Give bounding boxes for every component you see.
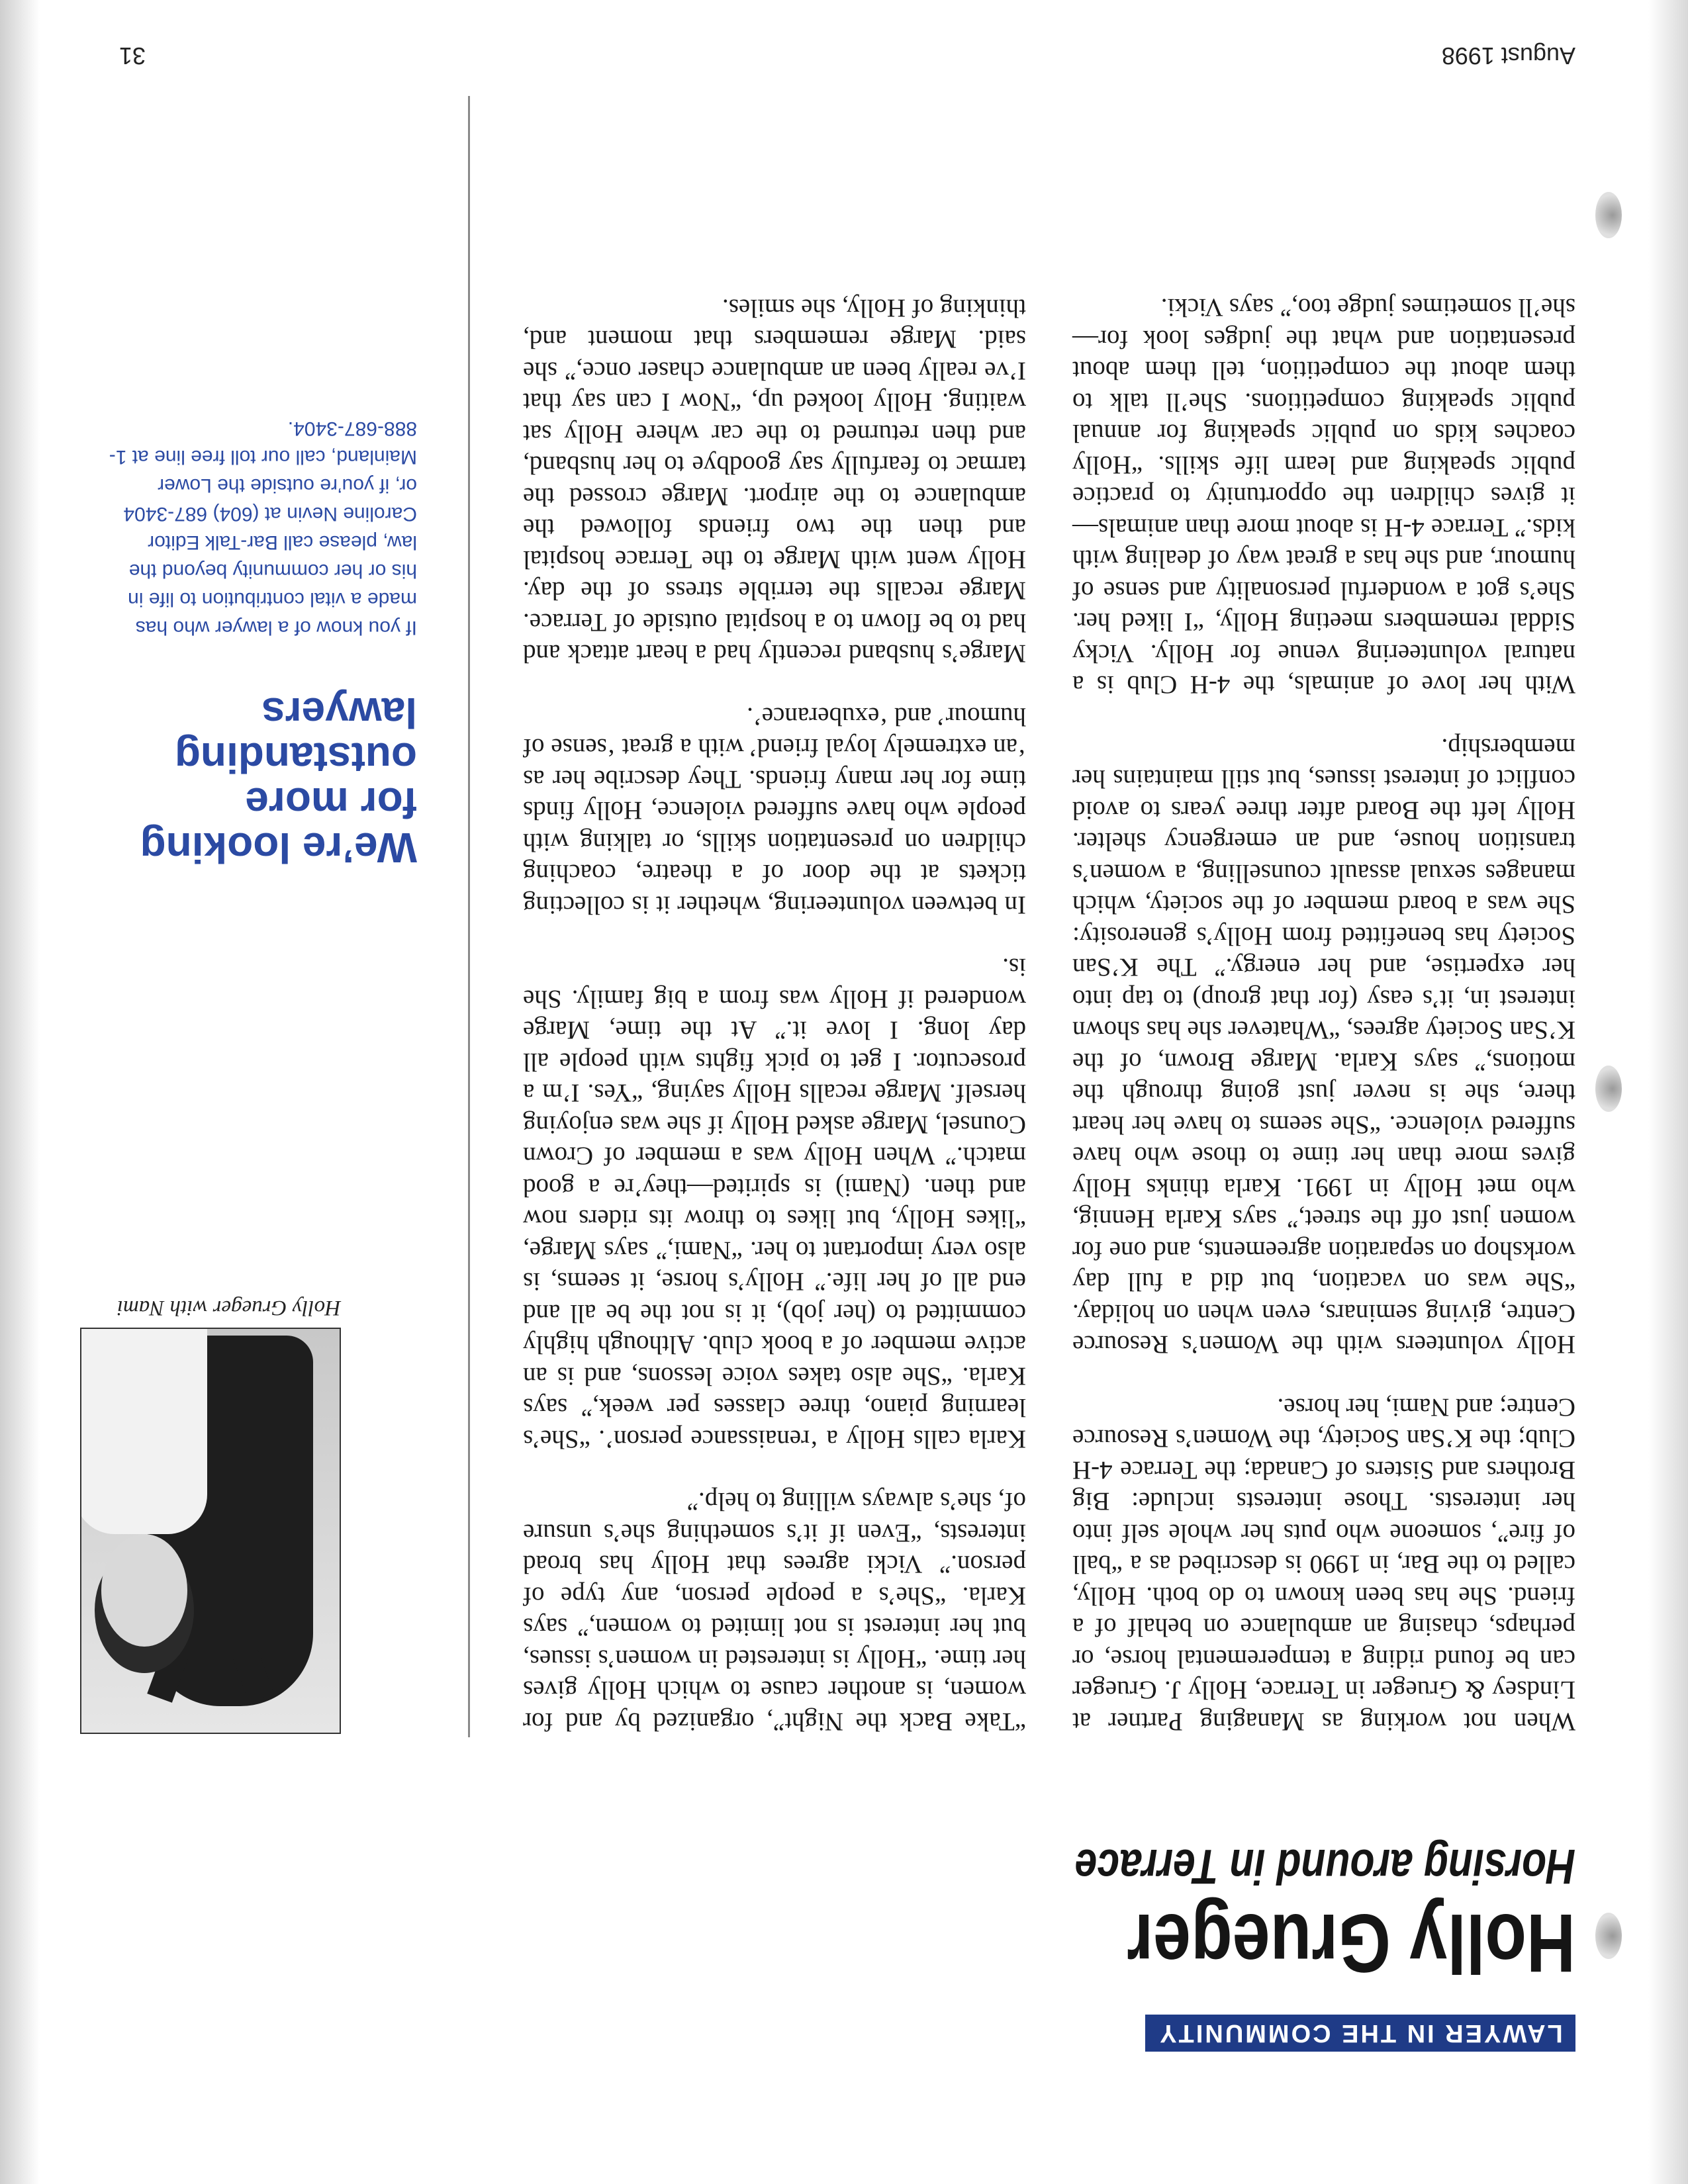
issue-date: August 1998 (1441, 42, 1575, 69)
paragraph: In between volunteering, whether it is collecting tickets at the door of a theatre, coaching children on presentation skills, or talking with people who have suffered violence, Holly finds time for her many friends. They describe her as ‘an extremely loyal friend’ with a great ‘sense of humour’ and ‘exuberance’. (523, 702, 1026, 919)
article-column-1 (1072, 96, 1575, 1737)
article-headline: Holly Grueger (1127, 1897, 1575, 1989)
paragraph: “Take Back the Night”, organized by and for women, is another cause to which Holly gives her time. “Holly is interested in women’s issues, but her interest is not limited to women,” says Karla. “She’s a people person, any type of person.” Vicki agrees that Holly has broad interests, “Even if it’s something she’s unsure of, she’s always willing to help.” (523, 1487, 1026, 1736)
paragraph: Holly volunteers with the Women’s Resource Centre, giving seminars, even when on holiday. “She was on vacation, but did a full day workshop on separation agreements, and one for women just off the street,” says Karla Hennig, who met Holly in 1991. Karla thinks Holly gives more than her time to those who have suffered violence. “She seems to have her heart there, she is never just going through the motions,” says Karla. Marge Brown, of the K’San Society agrees, “Whatever she has shown interest in, it’s easy (for that group) to tap into her expertise, and her energy.” The K’San Society has benefitted from Holly’s generosity: She was a board member of the society, which manages sexual assault counselling, a women’s transition house, and an emergency shelter. Holly left the Board after three years to avoid conflict of interest issues, but still maintains her membership. (1072, 733, 1575, 1359)
sidebar-title: We’re looking for more outstanding lawyers (140, 689, 417, 872)
photo-holly-with-horse (80, 1328, 341, 1734)
photo-caption: Holly Grueger with Nami (117, 1296, 341, 1320)
binding-shadow-right (1648, 0, 1688, 2184)
binding-shadow-left (0, 0, 40, 2184)
section-label: LAWYER IN THE COMMUNITY (1145, 2015, 1575, 2052)
horse-ear-right (147, 1650, 188, 1702)
paragraph: When not working as Managing Partner at Lindsey & Grueger in Terrace, Holly J. Grueger can be found riding a temperemental horse, or perhaps, chasing an ambulance on behalf of a friend. She has been known to do both. Holly, called to the Bar, in 1990 is described as a “ball of fire”, someone who puts her whole self into her interests. Those interests include: Big Brothers and Sisters of Canada; the Terrace 4-H Club; the K’San Society, the Women’s Resource Centre; and Nami, her horse. (1072, 1393, 1575, 1736)
punch-hole-icon (1595, 192, 1622, 238)
horse-ear-left (233, 1650, 274, 1702)
punch-hole-icon (1595, 1913, 1622, 1959)
page-number: 31 (118, 42, 146, 69)
person-head (101, 1534, 187, 1647)
paragraph: Karla calls Holly a ‘renaissance person’. “She’s learning piano, three classes per week,” says Karla. “She also takes voice lessons, and is an active member of a book club. Although highly committed to (her job), it is not the be all and end all of her life.” Holly’s horse, it seems, is also very important to her. “Nami,” says Marge, “likes Holly, but likes to throw its riders now and then. (Nami) is spirited—they’re a good match.” When Holly was a member of Crown Counsel, Marge asked Holly if she was enjoying herself. Marge recalls Holly saying, “Yes. I’m a prosecutor. I get to pick fights with people all day long. I love it.” At the time, Marge wondered if Holly was from a big family. She is. (523, 953, 1026, 1453)
person-body (80, 1329, 207, 1534)
article-subheadline: Horsing around in Terrace (1074, 1839, 1575, 1894)
punch-hole-icon (1595, 1066, 1622, 1112)
paragraph: Marge’s husband recently had a heart attack and had to be flown to a hospital outside of Terrace. Marge recalls the terrible stress of the day. Holly went with Marge to the Terrace hospital and then the two friends followed the ambulance to the airport. Marge crossed the tarmac to fearfully say goodbye to her husband, and then returned to the car where Holly sat waiting. Holly looked up, “Now I can say that I’ve really been an ambulance chaser once,” she said. Marge remembers that moment and, thinking of Holly, she smiles. (523, 294, 1026, 668)
column-divider (468, 96, 470, 1737)
article-column-2 (523, 294, 1026, 1737)
paragraph: With her love of animals, the 4-H Club is a natural volunteering venue for Holly. Vicky Siddal remembers meeting Holly, “I liked her. She’s got a wonderful personality and sense of humour, and she has a great way of dealing with kids.” Terrace 4-H is about more than animals—it gives children the opportunity to practice public speaking and learn life skills. “Holly coaches kids on public speaking for annual public speaking competitions. She’ll talk to them about the competition, tell them about presentation and what the judges look for—she’ll sometimes judge too,” says Vicki. (1072, 293, 1575, 700)
sidebar-text: If you know of a lawyer who has made a vital contribution to life in his or her community beyond the law, please call Bar-Talk Editor Caroline Nevin at (604) 687-3404 or, if you’re outside the Lower Mainland, call our toll free line at 1-888-687-3404. (109, 418, 417, 639)
